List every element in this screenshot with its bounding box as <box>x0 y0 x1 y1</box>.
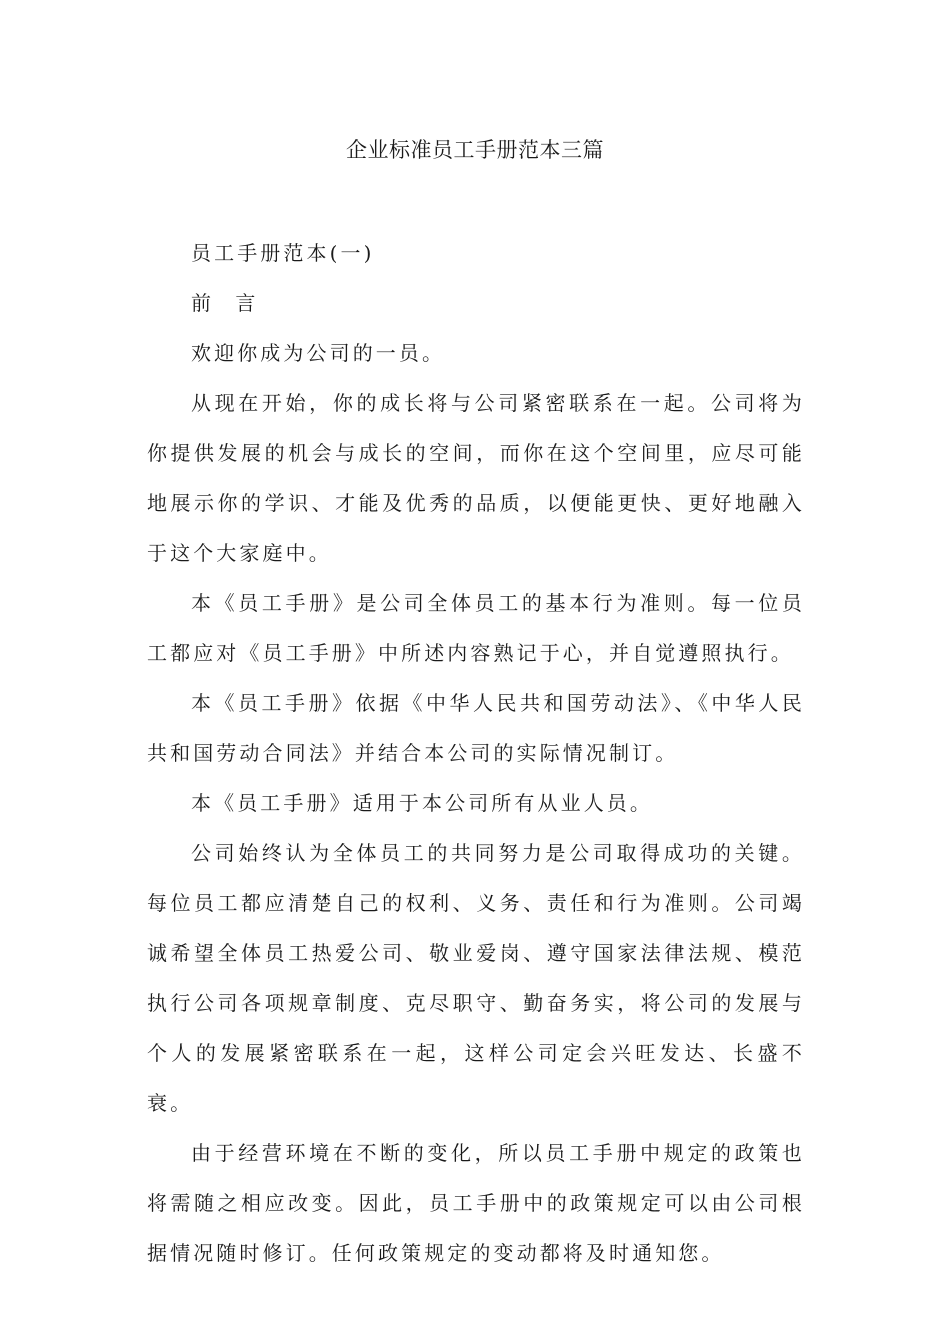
paragraph-growth: 从现在开始，你的成长将与公司紧密联系在一起。公司将为你提供发展的机会与成长的空间，而你在这个空间里，应尽可能地展示你的学识、才能及优秀的品质，以便能更快、更好地融入于这个大家庭中。 <box>147 391 805 565</box>
paragraph-legal-basis: 本《员工手册》依据《中华人民共和国劳动法》、《中华人民共和国劳动合同法》并结合本公司的实际情况制订。 <box>147 691 805 765</box>
paragraph-policy-changes: 由于经营环境在不断的变化，所以员工手册中规定的政策也将需随之相应改变。因此，员工手册中的政策规定可以由公司根据情况随时修订。任何政策规定的变动都将及时通知您。 <box>147 1141 805 1265</box>
paragraph-scope: 本《员工手册》适用于本公司所有从业人员。 <box>191 791 653 815</box>
section-heading: 员工手册范本(一) <box>191 241 375 265</box>
paragraph-joint-effort: 公司始终认为全体员工的共同努力是公司取得成功的关键。每位员工都应清楚自己的权利、义务、责任和行为准则。公司竭诚希望全体员工热爱公司、敬业爱岗、遵守国家法律法规、模范执行公司各项规章制度、克尽职守、勤奋务实，将公司的发展与个人的发展紧密联系在一起，这样公司定会兴旺发达、长盛不衰。 <box>147 841 805 1115</box>
paragraph-welcome: 欢迎你成为公司的一员。 <box>191 341 446 365</box>
preface-heading: 前 言 <box>191 291 265 315</box>
document-title: 企业标准员工手册范本三篇 <box>346 138 604 162</box>
document-body <box>147 228 805 1278</box>
paragraph-code-of-conduct: 本《员工手册》是公司全体员工的基本行为准则。每一位员工都应对《员工手册》中所述内容熟记于心，并自觉遵照执行。 <box>147 591 805 665</box>
